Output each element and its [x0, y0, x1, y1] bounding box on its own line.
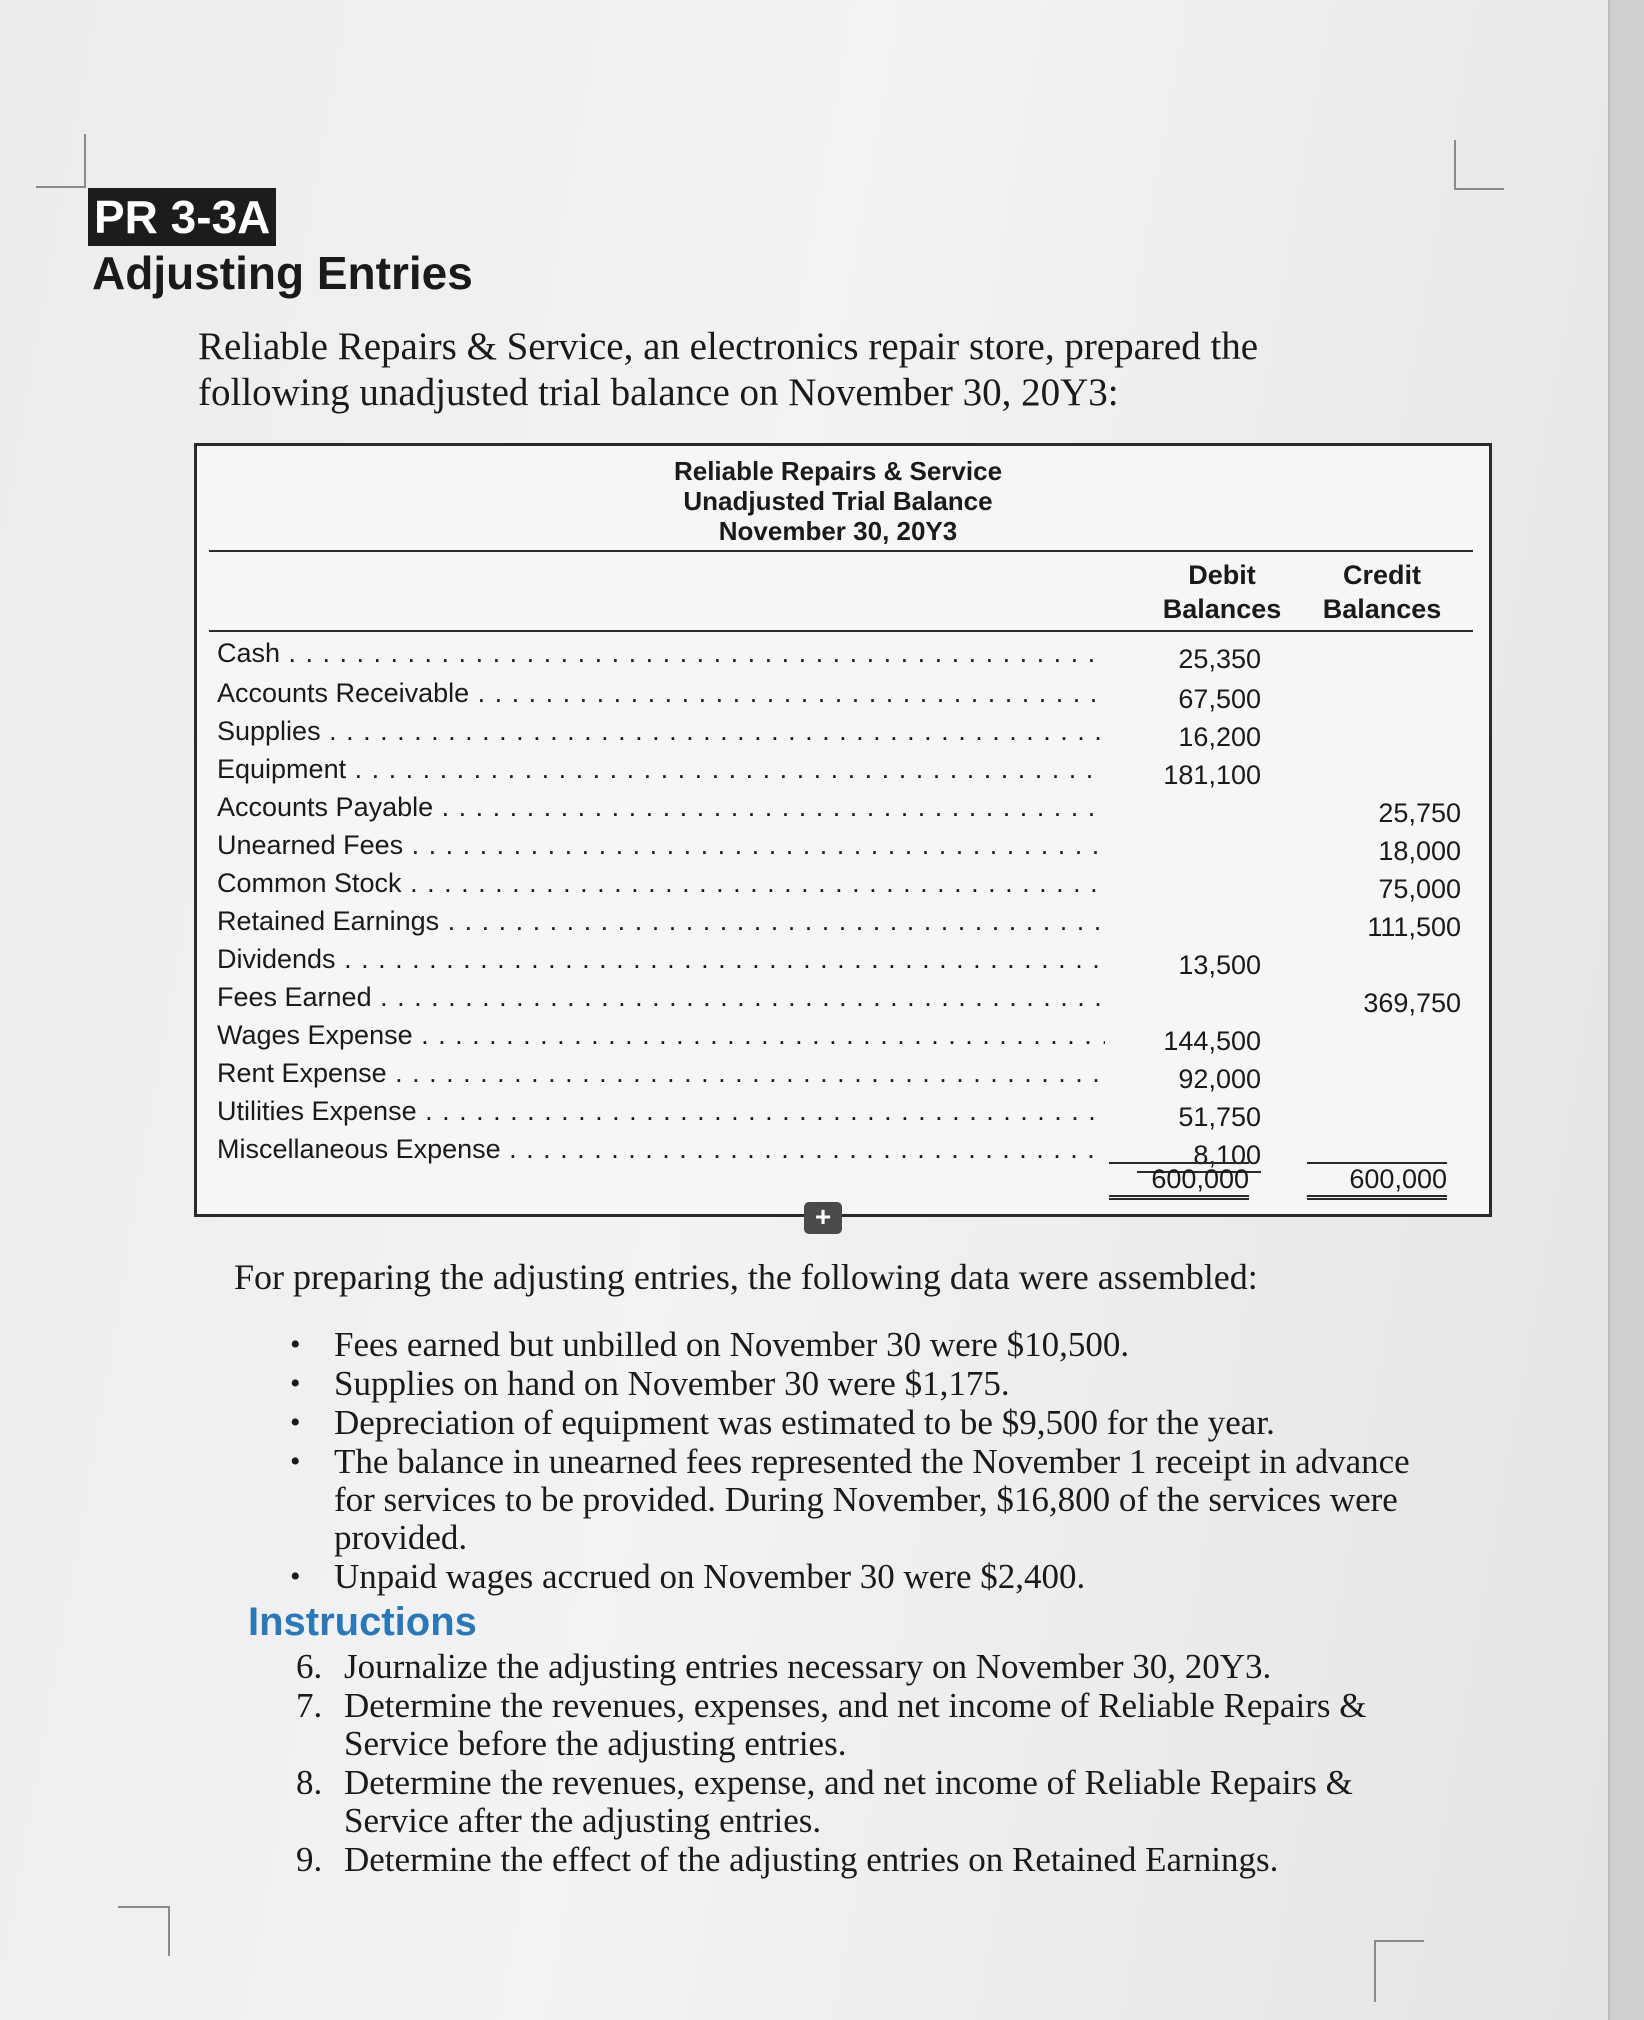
- account-name: Accounts Payable . . .: [217, 792, 1105, 828]
- account-name: Supplies . . .: [217, 716, 1105, 752]
- account-name: Retained Earnings . . .: [217, 906, 1105, 942]
- account-name: Rent Expense . . .: [217, 1058, 1105, 1094]
- account-name: Accounts Receivable . . .: [217, 678, 1105, 714]
- debit-header-line2: Balances: [1162, 594, 1282, 624]
- instructions-list: [296, 1648, 1396, 1880]
- account-name: Unearned Fees . . .: [217, 830, 1105, 866]
- trial-balance-table: [194, 443, 1492, 1217]
- debit-amount: 67,500: [1178, 684, 1261, 714]
- adjustment-item: • Fees earned but unbilled on November 30 were $10,500.: [290, 1326, 1410, 1364]
- debit-column-header: [1137, 558, 1307, 626]
- company-name: Reliable Repairs & Service: [673, 456, 1003, 486]
- credit-amount: 369,750: [1363, 988, 1461, 1018]
- instruction-item: [296, 1841, 1396, 1879]
- debit-header-line1: Debit: [1188, 560, 1256, 590]
- instruction-number: 7.: [296, 1686, 323, 1725]
- account-name: Utilities Expense . . .: [217, 1096, 1105, 1132]
- account-name: Miscellaneous Expense . . .: [217, 1134, 1105, 1170]
- account-name: Cash . . .: [217, 638, 1105, 674]
- table-row: [217, 1020, 1457, 1056]
- trial-balance-heading: [197, 456, 1489, 546]
- crop-mark-bottom-left: [118, 1906, 170, 1956]
- adjustment-item: • Supplies on hand on November 30 were $1,175.: [290, 1365, 1410, 1403]
- instruction-text: Determine the revenues, expenses, and net income of Reliable Repairs & Service before the adjusting entries.: [344, 1686, 1367, 1763]
- column-header-rule: [209, 630, 1473, 632]
- instruction-text: Determine the revenues, expense, and net income of Reliable Repairs & Service after the adjusting entries.: [344, 1763, 1353, 1840]
- table-row: [217, 792, 1461, 828]
- crop-mark-bottom-right: [1374, 1940, 1424, 2002]
- credit-amount: 111,500: [1367, 912, 1461, 942]
- debit-amount: 13,500: [1178, 950, 1261, 980]
- account-name: Fees Earned . . .: [217, 982, 1105, 1018]
- table-row: [217, 944, 1457, 980]
- header-rule: [209, 550, 1473, 552]
- account-name: Common Stock . . .: [217, 868, 1105, 904]
- table-row: [217, 1058, 1457, 1094]
- instruction-text: Journalize the adjusting entries necessary on November 30, 20Y3.: [344, 1647, 1272, 1686]
- instruction-item: [296, 1764, 1396, 1840]
- crop-mark-top-left-vertical: [84, 134, 86, 186]
- instruction-number: 8.: [296, 1763, 323, 1802]
- data-lead-sentence: For preparing the adjusting entries, the following data were assembled:: [234, 1257, 1258, 1297]
- debit-amount: 51,750: [1178, 1102, 1261, 1132]
- add-icon[interactable]: +: [804, 1202, 842, 1234]
- account-name: Equipment . . .: [217, 754, 1105, 790]
- adjustment-item: • Unpaid wages accrued on November 30 were $2,400.: [290, 1558, 1410, 1596]
- instructions-heading: Instructions: [248, 1600, 477, 1644]
- credit-header-line1: Credit: [1342, 560, 1421, 590]
- instruction-item: [296, 1648, 1396, 1686]
- debit-amount: 8,100: [1137, 1140, 1261, 1173]
- table-row: [217, 638, 1457, 674]
- instruction-number: 6.: [296, 1647, 323, 1686]
- table-row: [217, 982, 1461, 1018]
- instruction-text: Determine the effect of the adjusting entries on Retained Earnings.: [344, 1840, 1279, 1879]
- statement-name: Unadjusted Trial Balance: [683, 486, 993, 516]
- credit-amount: 25,750: [1378, 798, 1461, 828]
- instruction-number: 9.: [296, 1840, 323, 1879]
- table-row: [217, 716, 1457, 752]
- account-name: Dividends . . .: [217, 944, 1105, 980]
- table-row: [217, 830, 1461, 866]
- table-row: [217, 1134, 1457, 1170]
- total-credit: 600,000: [1307, 1162, 1447, 1200]
- debit-amount: 25,350: [1178, 644, 1261, 674]
- table-row: [217, 906, 1461, 942]
- debit-amount: 92,000: [1178, 1064, 1261, 1094]
- table-row: [217, 1096, 1457, 1132]
- credit-amount: 75,000: [1378, 874, 1461, 904]
- table-row: [217, 678, 1457, 714]
- problem-title: Adjusting Entries: [92, 247, 473, 299]
- credit-column-header: [1297, 558, 1467, 626]
- problem-id: PR 3-3A: [88, 188, 276, 246]
- intro-paragraph: Reliable Repairs & Service, an electronics repair store, prepared the following unadjusted trial balance on November 30, 20Y3:: [198, 325, 1259, 414]
- credit-header-line2: Balances: [1322, 594, 1442, 624]
- debit-amount: 16,200: [1178, 722, 1261, 752]
- crop-mark-top-left: [36, 186, 86, 188]
- debit-amount: 144,500: [1163, 1026, 1261, 1056]
- adjustment-item: • Depreciation of equipment was estimated to be $9,500 for the year.: [290, 1404, 1410, 1442]
- table-row: [217, 754, 1457, 790]
- screen-edge: [1608, 0, 1644, 2020]
- adjustment-data-list: [290, 1326, 1410, 1597]
- adjustment-item: • The balance in unearned fees represented the November 1 receipt in advance for services to be provided. During November, $16,800 of the services were provided.: [290, 1443, 1410, 1557]
- statement-date: November 30, 20Y3: [718, 516, 958, 546]
- credit-amount: 18,000: [1378, 836, 1461, 866]
- crop-mark-top-right: [1454, 140, 1504, 190]
- total-debit: 600,000: [1109, 1162, 1249, 1200]
- debit-amount: 181,100: [1163, 760, 1261, 790]
- instruction-item: [296, 1687, 1396, 1763]
- account-name: Wages Expense . . .: [217, 1020, 1105, 1056]
- table-row: [217, 868, 1461, 904]
